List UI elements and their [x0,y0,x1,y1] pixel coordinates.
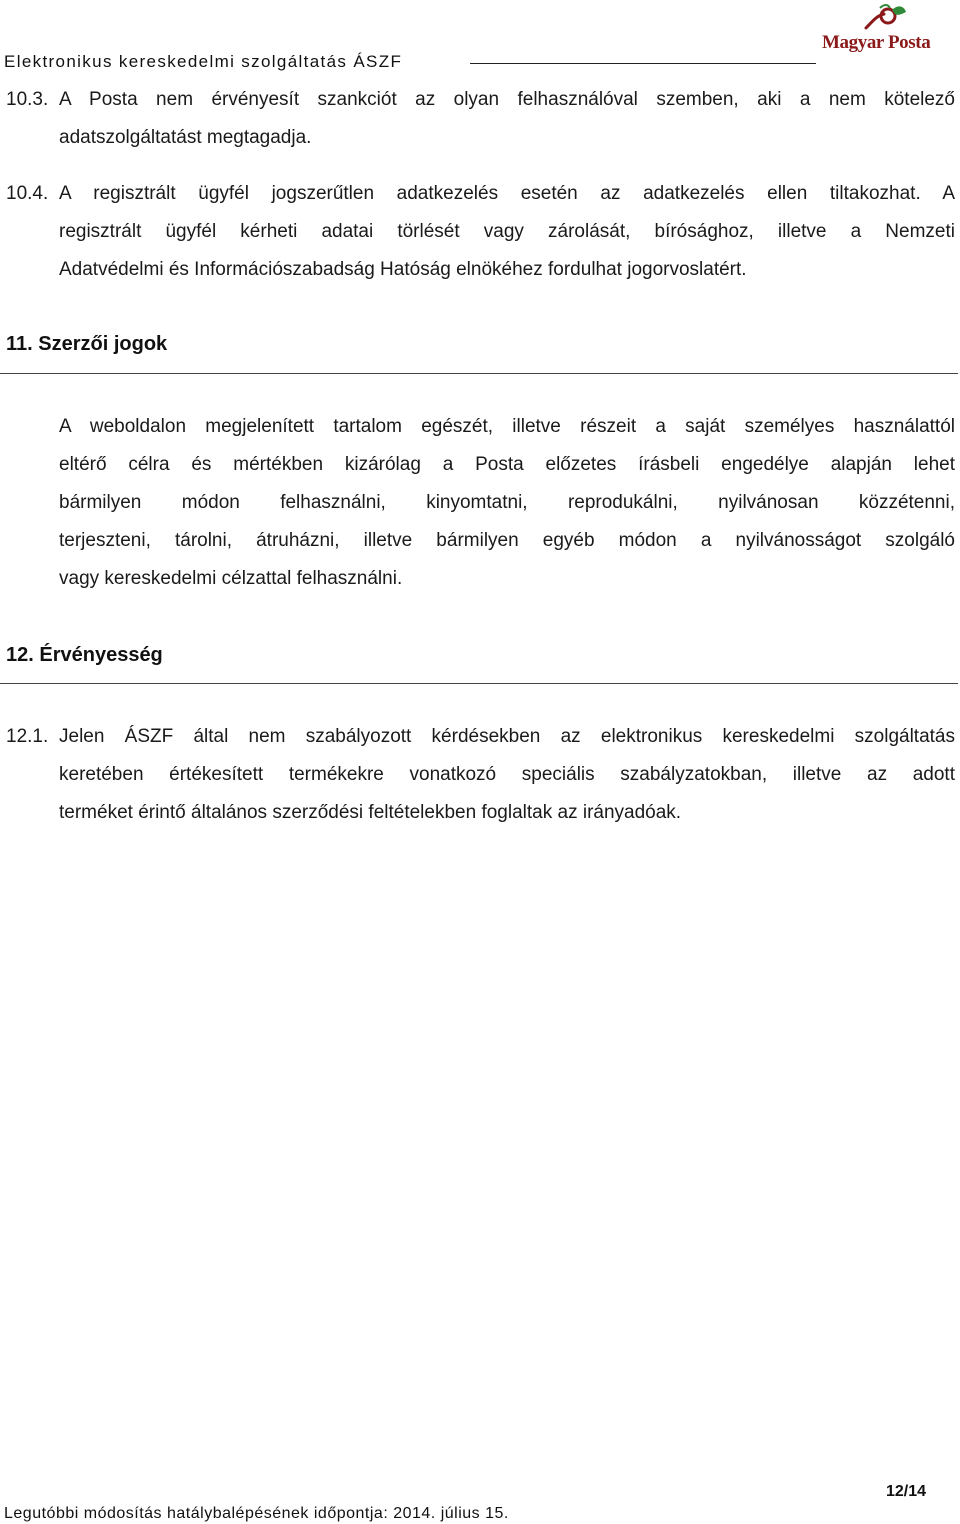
paragraph-10-3 [6,81,955,157]
section-rule [0,373,958,374]
paragraph-line: regisztrált ügyfél kérheti adatai törlését vagy zárolását, bírósághoz, illetve a Nemzeti [59,221,955,242]
document-header-title: Elektronikus kereskedelmi szolgáltatás ÁSZF [4,52,403,71]
paragraph-line: keretében értékesített termékekre vonatkozó speciális szabályzatokban, illetve az adott [59,764,955,785]
paragraph-12-1 [6,718,955,832]
paragraph-line: bármilyen módon felhasználni, kinyomtatni, reprodukálni, nyilvánosan közzétenni, [59,492,955,513]
paragraph-line: eltérő célra és mértékben kizárólag a Posta előzetes írásbeli engedélye alapján lehet [59,454,955,475]
paragraph-line: terméket érintő általános szerződési feltételekben foglaltak az irányadóak. [59,802,682,823]
section-heading-12: 12. Érvényesség [6,644,163,666]
section-heading-11: 11. Szerzői jogok [6,333,168,355]
paragraph-11 [59,408,955,598]
paragraph-line: A regisztrált ügyfél jogszerűtlen adatkezelés esetén az adatkezelés ellen tiltakozhat. A [59,183,955,204]
logo-wordmark: Magyar Posta [822,32,931,53]
paragraph-line: adatszolgáltatást megtagadja. [59,127,312,148]
paragraph-line: A Posta nem érvényesít szankciót az olyan felhasználóval szemben, aki a nem kötelező [59,89,955,110]
paragraph-line: A weboldalon megjelenített tartalom egészét, illetve részeit a saját személyes használattól [59,416,955,437]
section-rule [0,683,958,684]
paragraph-number: 10.3. [6,89,49,110]
paragraph-line: Jelen ÁSZF által nem szabályozott kérdésekben az elektronikus kereskedelmi szolgáltatás [59,726,955,747]
paragraph-line: Adatvédelmi és Információszabadság Hatóság elnökéhez fordulhat jogorvoslatért. [59,259,747,280]
paragraph-number: 10.4. [6,183,49,204]
paragraph-line: terjeszteni, tárolni, átruházni, illetve bármilyen egyéb módon a nyilvánosságot szolgáló [59,530,955,551]
paragraph-number: 12.1. [6,726,49,747]
header-rule [470,63,816,64]
posthorn-icon [862,2,910,34]
paragraph-10-4 [6,175,955,289]
paragraph-line: vagy kereskedelmi célzattal felhasználni. [59,568,403,589]
footer-effective-date: Legutóbbi módosítás hatálybalépésének időpontja: 2014. július 15. [4,1505,509,1522]
page-number: 12/14 [886,1483,927,1500]
magyar-posta-logo [822,2,931,60]
